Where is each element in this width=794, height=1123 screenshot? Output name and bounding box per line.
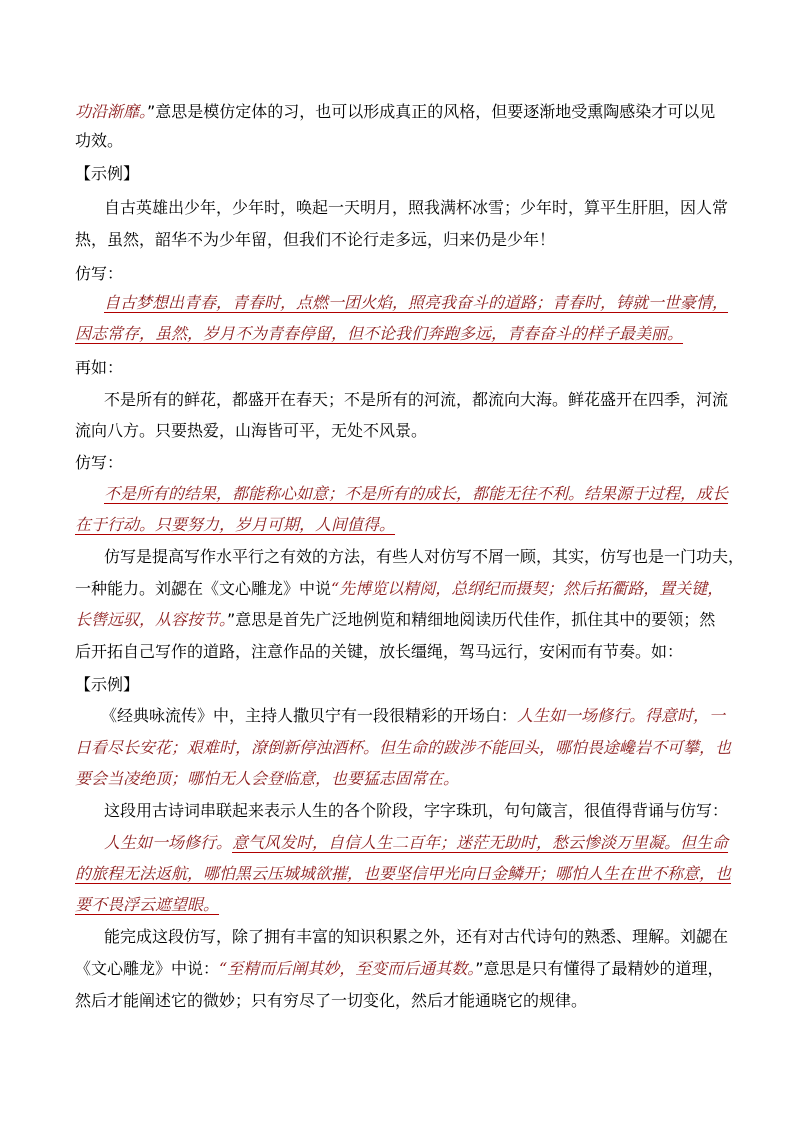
imitation-text: 意气风发时，自信人生二百年；迷茫无助时，愁云惨淡万里凝。但生命 (232, 833, 729, 852)
paragraph-line: 自古英雄出少年，少年时，唤起一天明月，照我满杯冰雪；少年时，算平生肝胆，因人常 (104, 198, 729, 217)
imitation-text: 自古梦想出青春，青春时，点燃一团火焰，照亮我奋斗的道路；青春时，铸就一世豪情， (104, 293, 729, 312)
imitation-text: 在于行动。只要努力，岁月可期，人间值得。 (75, 515, 396, 534)
section-label: 仿写： (75, 264, 124, 283)
body-text: ”意思是首先广泛地例览和精细地阅读历代佳作，抓住其中的要领；然 (227, 610, 716, 629)
body-text: 《经典咏流传》中，主持人撒贝宁有一段很精彩的开场白： (101, 706, 518, 725)
paragraph-line: 然后才能阐述它的微妙；只有穷尽了一切变化，然后才能通晓它的规律。 (75, 991, 588, 1010)
section-label: 【示例】 (75, 164, 140, 183)
body-text: ”意思是只有懂得了最精妙的道理， (475, 959, 724, 978)
body-text: ”意思是模仿定体的习，也可以形成真正的风格，但要逐渐地受熏陶感染才可以见 (147, 102, 716, 121)
quote-text: 长辔远驭，从容按节。 (75, 610, 228, 629)
imitation-text: 要不畏浮云遮望眼。 (75, 895, 220, 914)
imitation-text: 的旅程无法返航，哪怕黑云压城城欲摧，也要坚信甲光向日金鳞开；哪怕人生在世不称意，也 (75, 864, 732, 883)
body-text: 一种能力。刘勰在《文心雕龙》中说 (75, 579, 332, 598)
paragraph-line (75, 578, 723, 600)
paragraph-line (75, 958, 724, 980)
quote-text: 要会当凌绝顶；哪怕无人会登临意，也要猛志固常在。 (75, 769, 460, 788)
paragraph-line: 功效。 (75, 131, 124, 150)
paragraph-line: 热，虽然，韶华不为少年留，但我们不论行走多远，归来仍是少年！ (75, 230, 556, 249)
quote-text: “至精而后阐其妙，至变而后通其数。 (219, 959, 476, 978)
paragraph-line: 这段用古诗词串联起来表示人生的各个阶段，字字珠玑，句句箴言，很值得背诵与仿写： (104, 801, 729, 820)
paragraph-line: 后开拓自己写作的道路，注意作品的关键，放长缰绳，驾马远行，安闲而有节奏。如： (75, 642, 684, 661)
quote-text: 日看尽长安花；艰难时，潦倒新停浊酒杯。但生命的跋涉不能回头，哪怕畏途巉岩不可攀，也 (75, 738, 732, 757)
paragraph-line: 能完成这段仿写，除了拥有丰富的知识积累之外，还有对古代诗句的熟悉、理解。刘勰在 (104, 927, 729, 946)
quote-text: 人生如一场修行。得意时，一 (517, 706, 726, 725)
quote-text: 人生如一场修行。 (104, 833, 233, 852)
paragraph-line: 流向八方。只要热爱，山海皆可平，无处不风景。 (75, 421, 428, 440)
paragraph-line: 不是所有的鲜花，都盛开在春天；不是所有的河流，都流向大海。鲜花盛开在四季，河流 (104, 390, 729, 409)
section-label: 再如： (75, 358, 124, 377)
paragraph-line (75, 609, 715, 631)
paragraph-line (75, 101, 715, 123)
body-text: 《文心雕龙》中说： (75, 959, 220, 978)
section-label: 仿写： (75, 453, 124, 472)
quote-text: “先博览以精阅，总纲纪而摄契；然后拓衢路，置关键， (331, 579, 724, 598)
paragraph-line (101, 705, 725, 727)
paragraph-line: 仿写是提高写作水平行之有效的方法，有些人对仿写不屑一顾，其实，仿写也是一门功夫， (104, 547, 745, 566)
paragraph-line (104, 832, 728, 854)
quote-text: 功沿渐靡。 (75, 102, 148, 121)
imitation-text: 不是所有的结果，都能称心如意；不是所有的成长，都能无往不利。结果源于过程，成长 (104, 484, 729, 503)
imitation-text: 因志常存，虽然，岁月不为青春停留，但不论我们奔跑多远，青春奋斗的样子最美丽。 (75, 324, 684, 343)
section-label: 【示例】 (75, 675, 140, 694)
